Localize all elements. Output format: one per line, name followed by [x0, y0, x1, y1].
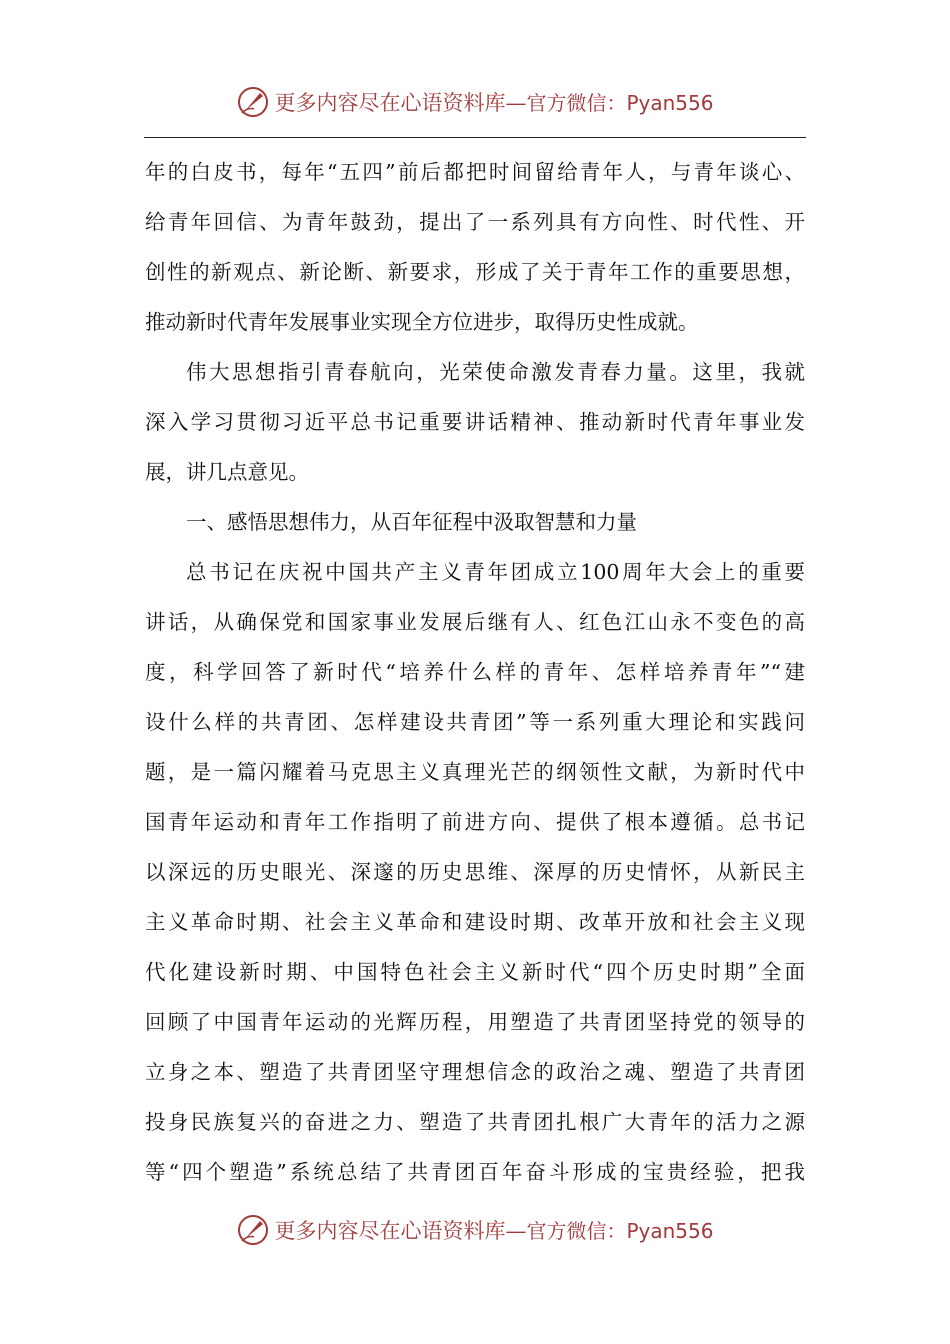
- text-line: 题，是一篇闪耀着马克思主义真理光芒的纲领性文献，为新时代中: [145, 760, 805, 784]
- text-line: 总书记在庆祝中国共产主义青年团成立100周年大会上的重要: [186, 560, 805, 584]
- text-line: 创性的新观点、新论断、新要求，形成了关于青年工作的重要思想，: [145, 260, 805, 284]
- header-banner-wechat: 官方微信：Pyan556: [526, 91, 714, 115]
- text-line: 设什么样的共青团、怎样建设共青团”等一系列重大理论和实践问: [145, 710, 805, 734]
- header-banner-title: 更多内容尽在心语资料库—: [274, 91, 527, 115]
- text-line: 度，科学回答了新时代“培养什么样的青年、怎样培养青年”“建: [145, 660, 805, 684]
- text-line: 立身之本、塑造了共青团坚守理想信念的政治之魂、塑造了共青团: [145, 1060, 805, 1084]
- text-line: 投身民族复兴的奋进之力、塑造了共青团扎根广大青年的活力之源: [145, 1110, 805, 1134]
- section-heading: 一、感悟思想伟力，从百年征程中汲取智慧和力量: [186, 510, 637, 534]
- text-line: 等“四个塑造”系统总结了共青团百年奋斗形成的宝贵经验，把我: [145, 1160, 805, 1184]
- header-banner-text: [274, 87, 713, 117]
- text-line: 深入学习贯彻习近平总书记重要讲话精神、推动新时代青年事业发: [145, 410, 805, 434]
- text-line: 展，讲几点意见。: [145, 460, 309, 484]
- text-line: 伟大思想指引青春航向，光荣使命激发青春力量。这里，我就: [186, 360, 805, 384]
- document-body: [145, 147, 805, 1197]
- footer-banner-title: 更多内容尽在心语资料库—: [274, 1219, 527, 1243]
- footer-banner: [0, 1210, 950, 1250]
- text-line: 以深远的历史眼光、深邃的历史思维、深厚的历史情怀，从新民主: [145, 860, 805, 884]
- text-line: 讲话，从确保党和国家事业发展后继有人、红色江山永不变色的高: [145, 610, 805, 634]
- text-line: 给青年回信、为青年鼓劲，提出了一系列具有方向性、时代性、开: [145, 210, 805, 234]
- text-line: 回顾了中国青年运动的光辉历程，用塑造了共青团坚持党的领导的: [145, 1010, 805, 1034]
- text-line: 推动新时代青年发展事业实现全方位进步，取得历史性成就。: [145, 310, 699, 334]
- footer-banner-wechat: 官方微信：Pyan556: [526, 1219, 714, 1243]
- header-rule: [144, 137, 806, 138]
- quill-logo-icon: [236, 85, 270, 119]
- quill-logo-icon: [236, 1213, 270, 1247]
- text-line: 国青年运动和青年工作指明了前进方向、提供了根本遵循。总书记: [145, 810, 805, 834]
- header-banner: [0, 82, 950, 122]
- footer-banner-text: [274, 1215, 713, 1245]
- text-line: 主义革命时期、社会主义革命和建设时期、改革开放和社会主义现: [145, 910, 805, 934]
- text-line: 代化建设新时期、中国特色社会主义新时代“四个历史时期”全面: [145, 960, 805, 984]
- text-line: 年的白皮书，每年“五四”前后都把时间留给青年人，与青年谈心、: [145, 160, 805, 184]
